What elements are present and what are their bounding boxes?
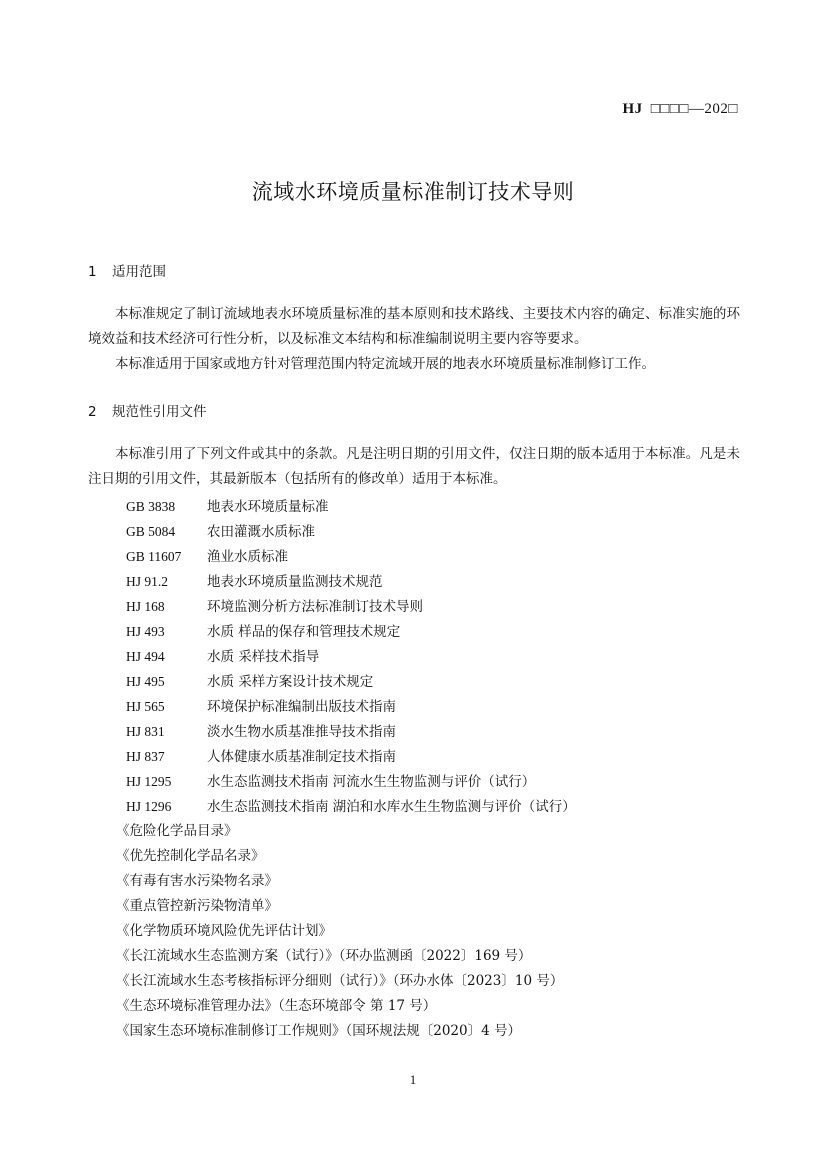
standard-code: HJ 1296	[126, 799, 172, 814]
standard-name: 水质 采样方案设计技术规定	[207, 674, 374, 690]
reference-document: 《危险化学品目录》	[116, 823, 238, 839]
standard-prefix: HJ	[622, 101, 643, 117]
standard-number	[623, 101, 738, 118]
standard-name: 水生态监测技术指南 河流水生生物监测与评价（试行）	[207, 774, 536, 790]
standard-name: 环境监测分析方法标准制订技术导则	[207, 599, 423, 615]
standard-code: HJ 168	[126, 599, 165, 614]
reference-standard	[88, 744, 740, 769]
section-1-title: 适用范围	[112, 264, 166, 280]
reference-document: 《有毒有害水污染物名录》	[116, 873, 278, 889]
standard-code: HJ 831	[126, 724, 165, 739]
page-number: 1	[409, 1072, 417, 1087]
standard-name: 水质 采样技术指导	[207, 649, 320, 665]
section-1-number: 1	[88, 264, 97, 280]
reference-standard	[88, 644, 740, 669]
section-2-heading	[88, 400, 207, 420]
standard-code: GB 5084	[126, 524, 176, 539]
standard-name: 农田灌溉水质标准	[207, 524, 315, 540]
reference-document: 《化学物质环境风险优先评估计划》	[116, 923, 332, 939]
standard-code: HJ 495	[126, 674, 165, 689]
reference-standard	[88, 519, 740, 544]
section-1-heading	[88, 260, 166, 280]
standard-name: 淡水生物水质基准推导技术指南	[207, 724, 396, 740]
section-1-paragraph-2: 本标准适用于国家或地方针对管理范围内特定流域开展的地表水环境质量标准制修订工作。	[115, 356, 655, 372]
standard-code: HJ 565	[126, 699, 165, 714]
reference-standard	[88, 694, 740, 719]
section-2-title: 规范性引用文件	[112, 404, 207, 420]
standard-code: GB 3838	[126, 499, 176, 514]
reference-standard	[88, 544, 740, 569]
section-1-body	[88, 302, 740, 377]
reference-document: 《国家生态环境标准制修订工作规则》（国环规法规〔2020〕4 号）	[116, 1023, 521, 1039]
section-2-number: 2	[88, 404, 97, 420]
standard-code: HJ 494	[126, 649, 165, 664]
standard-code: □□□□—202□	[650, 101, 738, 117]
reference-standard	[88, 719, 740, 744]
standard-code: HJ 1295	[126, 774, 172, 789]
reference-list	[88, 494, 740, 1044]
reference-standard	[88, 669, 740, 694]
standard-name: 地表水环境质量监测技术规范	[207, 574, 383, 590]
standard-name: 地表水环境质量标准	[207, 499, 329, 515]
standard-code: GB 11607	[126, 549, 182, 564]
section-1-paragraph-1: 本标准规定了制订流域地表水环境质量标准的基本原则和技术路线、主要技术内容的确定、标准实施的环境效益和技术经济可行性分析，以及标准文本结构和标准编制说明主要内容等要求。	[88, 306, 740, 347]
section-2-intro	[88, 442, 740, 492]
document-title: 流域水环境质量标准制订技术导则	[251, 180, 575, 204]
standard-code: HJ 837	[126, 749, 165, 764]
standard-code: HJ 493	[126, 624, 165, 639]
section-2-intro-paragraph: 本标准引用了下列文件或其中的条款。凡是注明日期的引用文件，仅注日期的版本适用于本标准。凡是未注日期的引用文件，其最新版本（包括所有的修改单）适用于本标准。	[88, 446, 740, 487]
reference-document: 《长江流域水生态监测方案（试行）》（环办监测函〔2022〕169 号）	[116, 948, 532, 964]
standard-code: HJ 91.2	[126, 574, 169, 589]
standard-name: 环境保护标准编制出版技术指南	[207, 699, 396, 715]
reference-document: 《长江流域水生态考核指标评分细则（试行）》（环办水体〔2023〕10 号）	[116, 973, 564, 989]
standard-name: 水生态监测技术指南 湖泊和水库水生生物监测与评价（试行）	[207, 799, 576, 815]
reference-document: 《重点管控新污染物清单》	[116, 898, 278, 914]
standard-name: 水质 样品的保存和管理技术规定	[207, 624, 401, 640]
reference-standard	[88, 569, 740, 594]
reference-standard	[88, 619, 740, 644]
reference-document: 《生态环境标准管理办法》（生态环境部令 第 17 号）	[116, 998, 437, 1014]
reference-standard	[88, 494, 740, 519]
standard-name: 渔业水质标准	[207, 549, 288, 565]
reference-standard	[88, 769, 740, 794]
reference-standard	[88, 794, 740, 819]
reference-document: 《优先控制化学品名录》	[116, 848, 265, 864]
reference-standard	[88, 594, 740, 619]
standard-name: 人体健康水质基准制定技术指南	[207, 749, 396, 765]
